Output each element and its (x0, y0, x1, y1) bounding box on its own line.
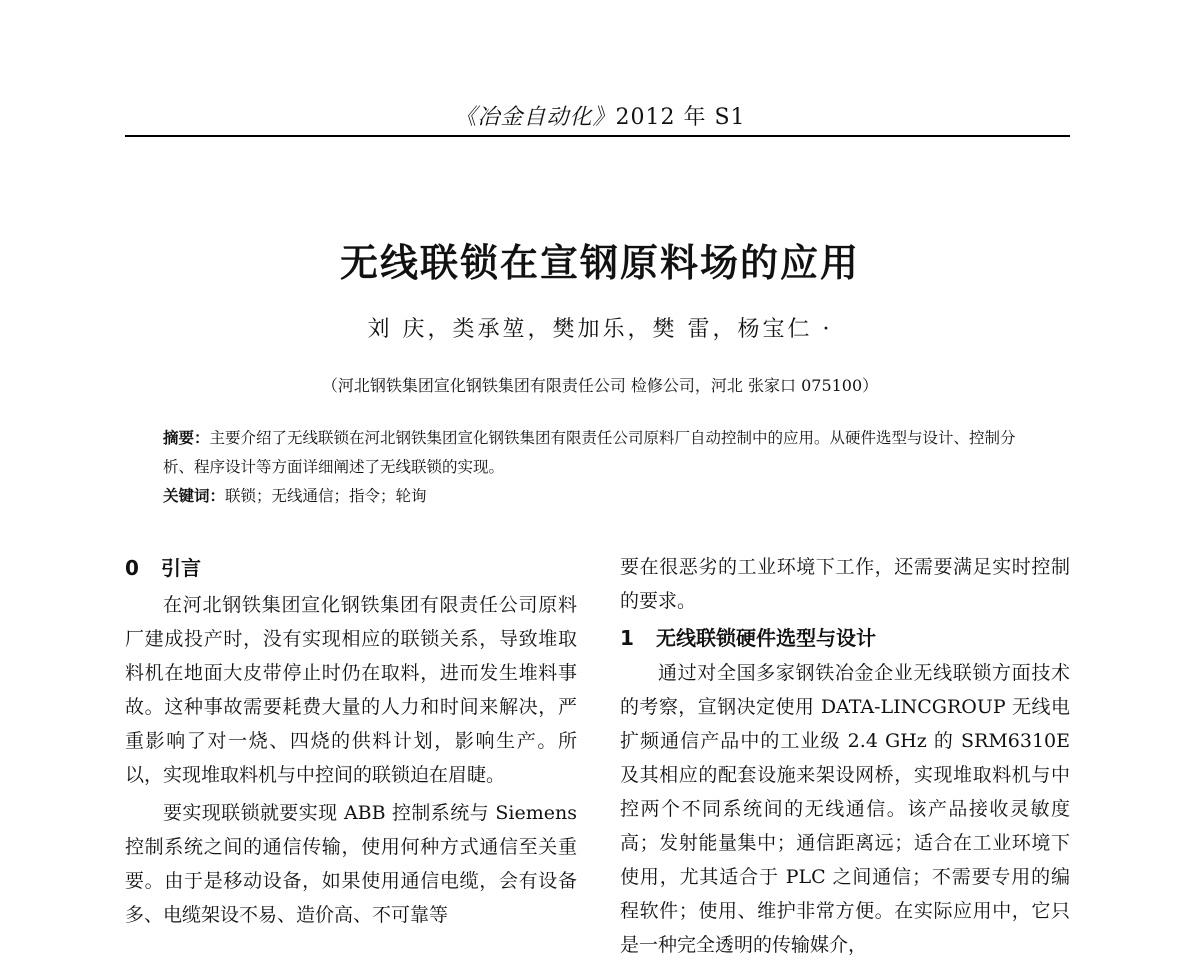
journal-issue: 2012 年 S1 (615, 105, 746, 130)
abstract-label: 摘要： (163, 429, 210, 447)
journal-name: 《冶金自动化》 (454, 105, 616, 130)
journal-header (0, 100, 1200, 131)
section-title: 引言 (161, 556, 201, 580)
abstract-text: 主要介绍了无线联锁在河北钢铁集团宣化钢铁集团有限责任公司原料厂自动控制中的应用。从硬件选型与设计、控制分析、程序设计等方面详细阐述了无线联锁的实现。 (163, 429, 1016, 476)
section-heading-intro (125, 550, 577, 586)
left-column (125, 550, 577, 932)
section-heading-hardware (620, 620, 1070, 656)
authors: 刘 庆，类承堃，樊加乐，樊 雷，杨宝仁 · (367, 317, 833, 342)
section-number: 1 (620, 626, 634, 650)
paragraph: 在河北钢铁集团宣化钢铁集团有限责任公司原料厂建成投产时，没有实现相应的联锁关系，导致堆取料机在地面大皮带停止时仍在取料，进而发生堆料事故。这种事故需要耗费大量的人力和时间来解决，严重影响了对一烧、四烧的供料计划，影响生产。所以，实现堆取料机与中控间的联锁迫在眉睫。 (125, 594, 577, 786)
keywords-text: 联锁；无线通信；指令；轮询 (225, 487, 427, 505)
paper-title: 无线联锁在宣钢原料场的应用 (339, 241, 860, 285)
paragraph: 要在很恶劣的工业环境下工作，还需要满足实时控制的要求。 (620, 556, 1070, 612)
keywords-label: 关键词： (163, 487, 226, 505)
section-title: 无线联锁硬件选型与设计 (656, 626, 876, 650)
header-rule (125, 135, 1070, 137)
section-number: 0 (125, 556, 139, 580)
paragraph: 通过对全国多家钢铁冶金企业无线联锁方面技术的考察，宣钢决定使用 DATA-LINCGROUP 无线电扩频通信产品中的工业级 2.4 GHz 的 SRM6310E 及其相应的配套设施来架设网桥，实现堆取料机与中控两个不同系统间的无线通信。该产品接收灵敏度高；发射能量集中；通信距离远；适合在工业环境下使用，尤其适合于 PLC 之间通信；不需要专用的编程软件；使用、维护非常方便。在实际应用中，它只是一种完全透明的传输媒介， (620, 662, 1070, 956)
keywords (163, 482, 1043, 511)
affiliation: （河北钢铁集团宣化钢铁集团有限责任公司 检修公司，河北 张家口 075100） (321, 376, 879, 395)
paragraph: 要实现联锁就要实现 ABB 控制系统与 Siemens 控制系统之间的通信传输，使用何种方式通信至关重要。由于是移动设备，如果使用通信电缆，会有设备多、电缆架设不易、造价高、不可靠等 (125, 802, 577, 926)
right-column (620, 550, 1070, 962)
abstract (163, 424, 1043, 482)
abstract-block (163, 424, 1043, 511)
